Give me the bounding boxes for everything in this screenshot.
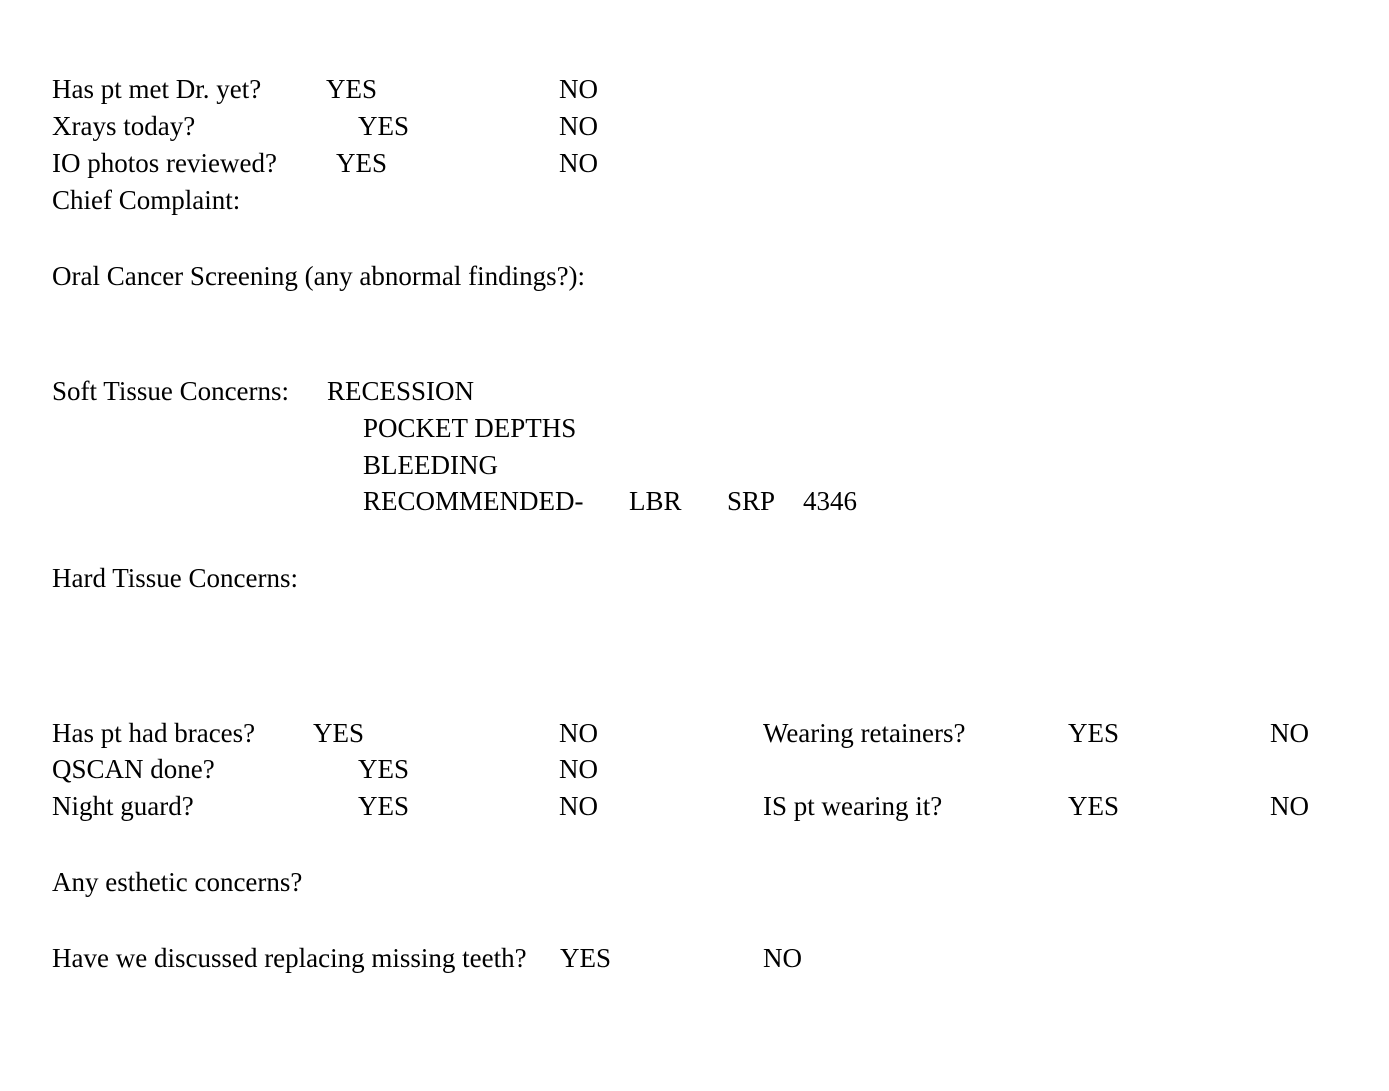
missing-teeth-label: Have we discussed replacing missing teeth? bbox=[52, 943, 527, 973]
recession-option[interactable]: RECESSION bbox=[327, 376, 475, 406]
chief-complaint-label: Chief Complaint: bbox=[52, 185, 241, 215]
io-photos-no-option[interactable]: NO bbox=[559, 148, 598, 178]
srp-option[interactable]: SRP bbox=[727, 486, 776, 516]
wearing-it-label: IS pt wearing it? bbox=[763, 791, 943, 821]
retainers-yes-option[interactable]: YES bbox=[1068, 718, 1120, 748]
xrays-label: Xrays today? bbox=[52, 111, 196, 141]
lbr-option[interactable]: LBR bbox=[629, 486, 682, 516]
soft-tissue-label: Soft Tissue Concerns: bbox=[52, 376, 290, 406]
braces-label: Has pt had braces? bbox=[52, 718, 256, 748]
met-dr-yes-option[interactable]: YES bbox=[326, 74, 378, 104]
xrays-yes-option[interactable]: YES bbox=[358, 111, 410, 141]
night-guard-label: Night guard? bbox=[52, 791, 194, 821]
pocket-depths-option[interactable]: POCKET DEPTHS bbox=[363, 413, 577, 443]
missing-teeth-yes-option[interactable]: YES bbox=[560, 943, 612, 973]
braces-yes-option[interactable]: YES bbox=[313, 718, 365, 748]
oral-cancer-screening-label: Oral Cancer Screening (any abnormal findings?): bbox=[52, 261, 586, 291]
night-guard-no-option[interactable]: NO bbox=[559, 791, 598, 821]
met-dr-no-option[interactable]: NO bbox=[559, 74, 598, 104]
io-photos-label: IO photos reviewed? bbox=[52, 148, 277, 178]
xrays-no-option[interactable]: NO bbox=[559, 111, 598, 141]
qscan-no-option[interactable]: NO bbox=[559, 754, 598, 784]
retainers-no-option[interactable]: NO bbox=[1270, 718, 1309, 748]
night-guard-yes-option[interactable]: YES bbox=[358, 791, 410, 821]
esthetic-concerns-label: Any esthetic concerns? bbox=[52, 867, 303, 897]
braces-no-option[interactable]: NO bbox=[559, 718, 598, 748]
bleeding-option[interactable]: BLEEDING bbox=[363, 450, 498, 480]
met-dr-label: Has pt met Dr. yet? bbox=[52, 74, 262, 104]
missing-teeth-no-option[interactable]: NO bbox=[763, 943, 802, 973]
io-photos-yes-option[interactable]: YES bbox=[336, 148, 388, 178]
wearing-it-no-option[interactable]: NO bbox=[1270, 791, 1309, 821]
hard-tissue-label: Hard Tissue Concerns: bbox=[52, 563, 299, 593]
code-4346-option[interactable]: 4346 bbox=[803, 486, 857, 516]
recommended-label: RECOMMENDED- bbox=[363, 486, 584, 516]
retainers-label: Wearing retainers? bbox=[763, 718, 966, 748]
qscan-label: QSCAN done? bbox=[52, 754, 215, 784]
wearing-it-yes-option[interactable]: YES bbox=[1068, 791, 1120, 821]
qscan-yes-option[interactable]: YES bbox=[358, 754, 410, 784]
